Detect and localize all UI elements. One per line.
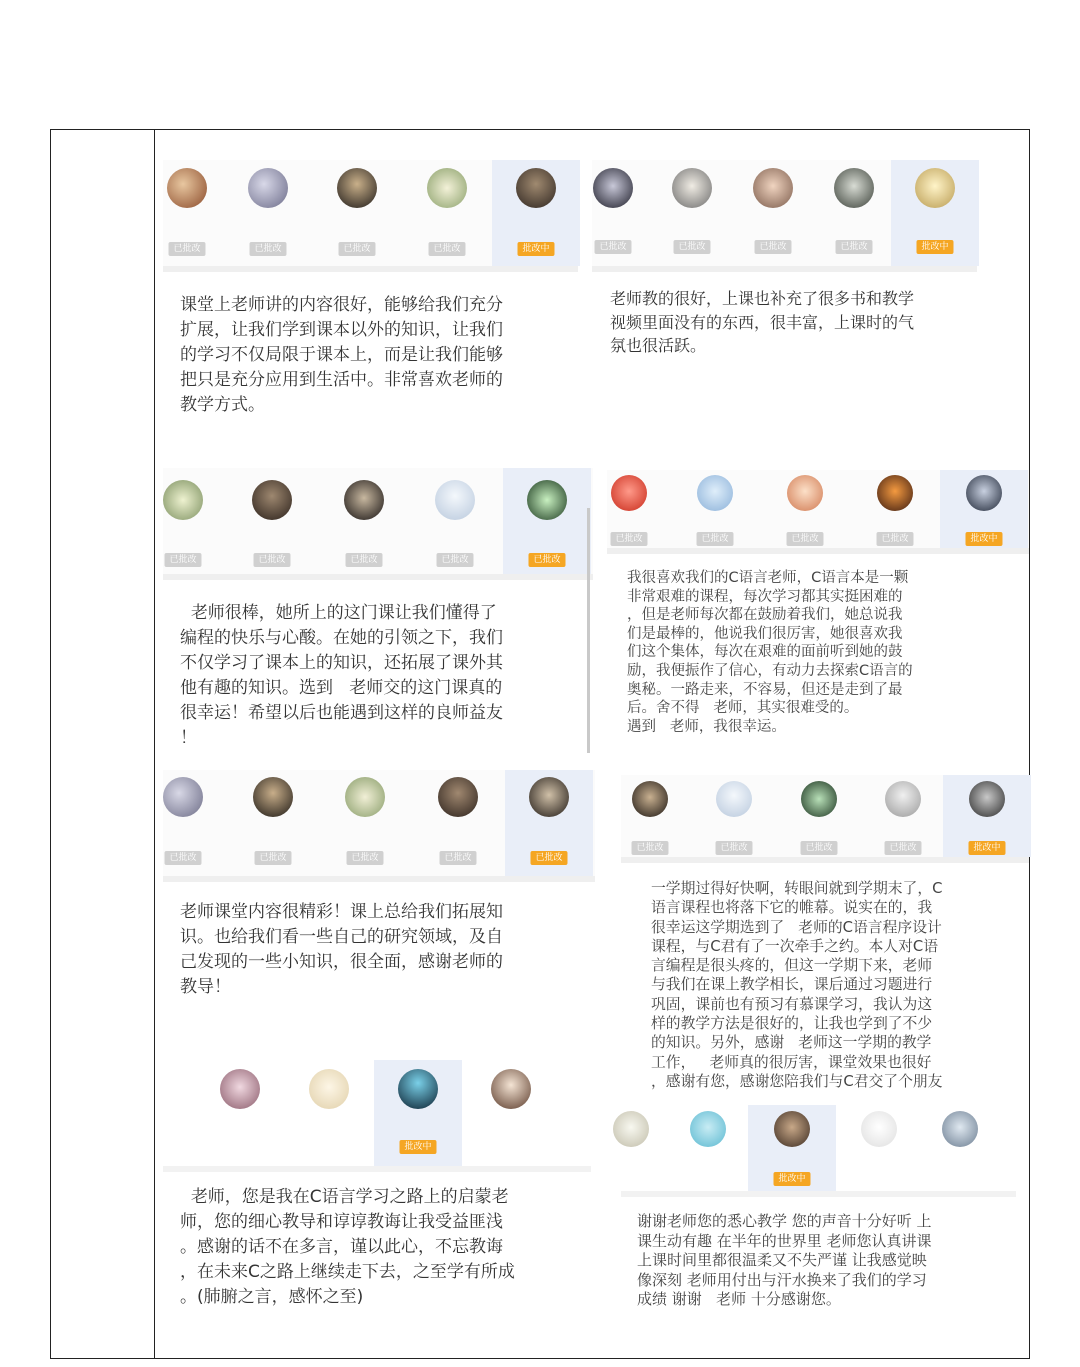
student-avatar — [438, 777, 478, 817]
status-badge: 已批改 — [345, 553, 382, 567]
student-strip — [607, 470, 1029, 554]
student-avatar — [697, 475, 733, 511]
student-avatar — [611, 475, 647, 511]
status-badge: 已批改 — [631, 841, 668, 855]
student-strip — [163, 770, 595, 882]
status-badge: 已批改 — [249, 242, 286, 256]
student-avatar — [966, 475, 1002, 511]
status-badge: 已批改 — [884, 841, 921, 855]
student-avatar — [435, 480, 475, 520]
student-avatar — [613, 1111, 649, 1147]
student-avatar — [344, 480, 384, 520]
status-badge: 批改中 — [968, 841, 1005, 855]
review-text: 老师课堂内容很精彩！课上总给我们拓展知 识。也给我们看一些自己的研究领域，及自 己发现的一些小知识，很全面，感谢老师的 教导！ — [180, 902, 503, 997]
status-badge: 已批改 — [800, 841, 837, 855]
status-badge: 已批改 — [346, 851, 383, 865]
student-avatar — [167, 168, 207, 208]
student-avatar — [527, 480, 567, 520]
review-text: 谢谢老师您的悉心教学 您的声音十分好听 上 课生动有趣 在半年的世界里 老师您认真讲课 上课时间里都很温柔又不失严谨 让我感觉映 像深刻 老师用付出与汗水换来了我们的学习 成绩 谢谢 老师 十分感谢您。 — [637, 1212, 932, 1309]
student-strip — [621, 1105, 1016, 1197]
review-card — [607, 470, 1029, 742]
student-avatar — [427, 168, 467, 208]
student-avatar — [774, 1111, 810, 1147]
status-badge: 已批改 — [428, 242, 465, 256]
status-badge: 批改中 — [399, 1140, 436, 1154]
review-card — [621, 1105, 1016, 1320]
column-divider — [154, 130, 155, 1358]
student-avatar — [672, 168, 712, 208]
student-avatar — [337, 168, 377, 208]
student-strip — [163, 1060, 591, 1172]
student-avatar — [309, 1069, 349, 1109]
status-badge: 已批改 — [164, 851, 201, 865]
review-text: 一学期过得好快啊，转眼间就到学期末了，C 语言课程也将落下它的帷幕。说实在的，我 很幸运这学期选到了 老师的C语言程序设计 课程，与C君有了一次牵手之约。本人对C语 言编程是很头疼的，但这一学期下来，老师 与我们在课上教学相长，课后通过习题进行 巩固，课前也有预习有慕课学习，我认为这 样的教学方法是很好的，让我也学到了不少 的知识。另外，感谢 老师这一学期的教学 工作， 老师真的很厉害，课堂效果也很好 ，感谢有您，感谢您陪我们与C君交了个朋友 — [651, 880, 943, 1090]
review-card — [163, 160, 578, 445]
student-avatar — [632, 781, 668, 817]
status-badge: 已批改 — [168, 242, 205, 256]
student-avatar — [942, 1111, 978, 1147]
status-badge: 已批改 — [876, 532, 913, 546]
student-avatar — [220, 1069, 260, 1109]
status-badge: 已批改 — [594, 240, 631, 254]
status-badge: 已批改 — [253, 553, 290, 567]
status-badge: 已批改 — [786, 532, 823, 546]
status-badge: 已批改 — [436, 553, 473, 567]
student-avatar — [491, 1069, 531, 1109]
student-avatar — [969, 781, 1005, 817]
status-badge: 批改中 — [916, 240, 953, 254]
student-avatar — [529, 777, 569, 817]
review-card — [163, 468, 593, 758]
status-badge: 已批改 — [254, 851, 291, 865]
status-badge: 批改中 — [517, 242, 554, 256]
status-badge: 已批改 — [835, 240, 872, 254]
student-strip — [592, 160, 977, 272]
student-avatar — [253, 777, 293, 817]
status-badge: 已批改 — [754, 240, 791, 254]
review-text: 老师很棒，她所上的这门课让我们懂得了 编程的快乐与心酸。在她的引领之下，我们 不仅学习了课本上的知识，还拓展了课外其 他有趣的知识。选到 老师交的这门课真的 很幸运！希望以后也能遇到这样的良师益友 ！ — [180, 603, 503, 748]
student-avatar — [787, 475, 823, 511]
student-avatar — [885, 781, 921, 817]
student-avatar — [252, 480, 292, 520]
status-badge: 已批改 — [530, 851, 567, 865]
status-badge: 已批改 — [439, 851, 476, 865]
student-avatar — [877, 475, 913, 511]
student-avatar — [163, 777, 203, 817]
status-badge: 已批改 — [164, 553, 201, 567]
status-badge: 已批改 — [528, 553, 565, 567]
review-text: 我很喜欢我们的C语言老师，C语言本是一颗 非常艰难的课程，每次学习都其实挺困难的 ，但是老师每次都在鼓励着我们，她总说我 们是最棒的，他说我们很厉害，她很喜欢我 们这个集体，每次在艰难的面前听到她的鼓 励，我便振作了信心，有动力去探索C语言的 奥秘。一路走来，不容易，但还是走到了最 后。舍不得 老师，其实很难受的。 遇到 老师，我很幸运。 — [627, 570, 913, 735]
student-avatar — [834, 168, 874, 208]
student-avatar — [163, 480, 203, 520]
student-strip — [621, 775, 1029, 863]
status-badge: 已批改 — [673, 240, 710, 254]
student-avatar — [593, 168, 633, 208]
status-badge: 批改中 — [965, 532, 1002, 546]
status-badge: 已批改 — [696, 532, 733, 546]
review-card — [163, 770, 595, 1020]
status-badge: 已批改 — [610, 532, 647, 546]
review-text: 老师教的很好，上课也补充了很多书和教学 视频里面没有的东西，很丰富，上课时的气 氛也很活跃。 — [610, 289, 915, 355]
student-avatar — [690, 1111, 726, 1147]
student-avatar — [248, 168, 288, 208]
student-avatar — [915, 168, 955, 208]
student-avatar — [516, 168, 556, 208]
status-badge: 批改中 — [773, 1172, 810, 1186]
student-avatar — [345, 777, 385, 817]
review-card — [621, 775, 1029, 1095]
student-avatar — [801, 781, 837, 817]
student-avatar — [398, 1069, 438, 1109]
status-badge: 已批改 — [338, 242, 375, 256]
student-avatar — [716, 781, 752, 817]
student-avatar — [753, 168, 793, 208]
student-strip — [163, 468, 593, 580]
review-card — [163, 1060, 591, 1320]
review-text: 课堂上老师讲的内容很好，能够给我们充分 扩展，让我们学到课本以外的知识，让我们 的学习不仅局限于课本上，而是让我们能够 把只是充分应用到生活中。非常喜欢老师的 教学方式。 — [180, 295, 503, 415]
review-text: 老师，您是我在C语言学习之路上的启蒙老 师，您的细心教导和谆谆教诲让我受益匪浅 。感谢的话不在多言，谨以此心，不忘教诲 ，在未来C之路上继续走下去，之至学有所成 。(肺腑之言，感怀之至) — [180, 1187, 515, 1307]
student-strip — [163, 160, 578, 272]
student-avatar — [861, 1111, 897, 1147]
status-badge: 已批改 — [715, 841, 752, 855]
review-card — [592, 160, 977, 375]
